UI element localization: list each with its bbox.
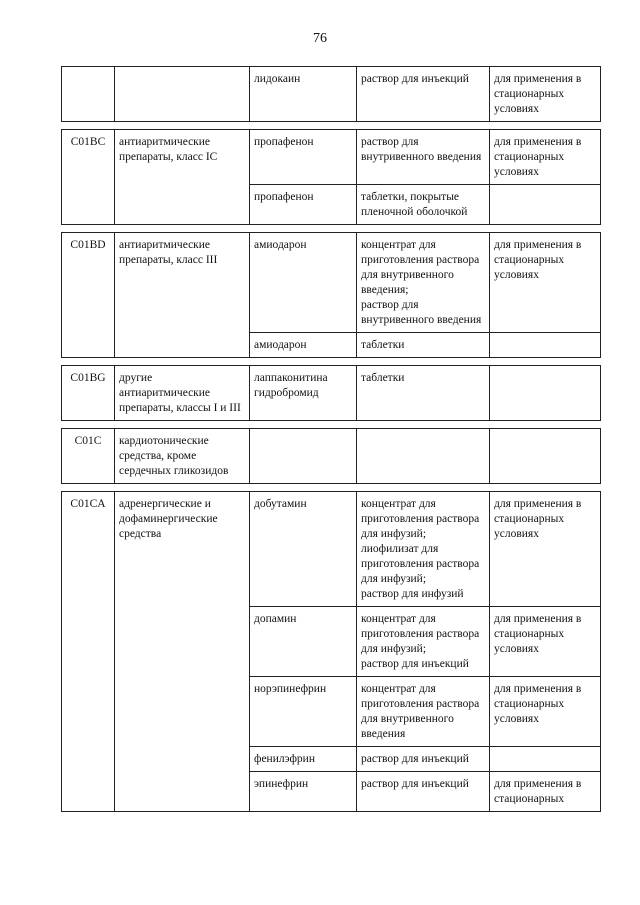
note-cell: для применения в стационарных xyxy=(490,772,601,812)
dosage-form-line: концентрат для приготовления раствора для инфузий; xyxy=(361,613,480,655)
dosage-form-cell xyxy=(357,185,490,225)
group-name-cell xyxy=(115,67,250,122)
dosage-form-cell xyxy=(357,333,490,358)
group-gap xyxy=(62,225,601,233)
group-name-cell: другие антиаритмические препараты, классы I и III xyxy=(115,366,250,421)
dosage-form-line: концентрат для приготовления раствора для внутривенного введения xyxy=(361,683,480,740)
dosage-form-line: раствор для инъекций xyxy=(361,658,469,670)
dosage-form-cell xyxy=(357,429,490,484)
dosage-form-line: концентрат для приготовления раствора для внутривенного введения; xyxy=(361,239,480,296)
group-name-cell: адренергические и дофаминергические средства xyxy=(115,492,250,812)
table-row xyxy=(62,130,601,185)
page-number: 76 xyxy=(313,31,327,46)
group-name-cell: кардиотонические средства, кроме сердечных гликозидов xyxy=(115,429,250,484)
note-cell: для применения в стационарных условиях xyxy=(490,233,601,333)
dosage-form-line: таблетки xyxy=(361,339,405,351)
drug-name-cell: амиодарон xyxy=(250,233,357,333)
drug-name-cell: пропафенон xyxy=(250,185,357,225)
note-cell xyxy=(490,429,601,484)
drug-name-cell: лидокаин xyxy=(250,67,357,122)
table-row xyxy=(62,429,601,484)
note-cell xyxy=(490,185,601,225)
group-name-cell: антиаритмические препараты, класс III xyxy=(115,233,250,358)
dosage-form-line: концентрат для приготовления раствора для инфузий; xyxy=(361,498,480,540)
dosage-form-cell xyxy=(357,747,490,772)
dosage-form-line: таблетки xyxy=(361,372,405,384)
drug-name-cell: лаппаконитина гидробромид xyxy=(250,366,357,421)
note-cell: для применения в стационарных условиях xyxy=(490,677,601,747)
note-cell xyxy=(490,333,601,358)
table-row xyxy=(62,233,601,333)
atc-code-cell: C01C xyxy=(62,429,115,484)
atc-code-cell: C01BC xyxy=(62,130,115,225)
group-name-cell: антиаритмические препараты, класс IC xyxy=(115,130,250,225)
atc-code-cell xyxy=(62,67,115,122)
dosage-form-line: таблетки, покрытые пленочной оболочкой xyxy=(361,191,468,218)
dosage-form-cell xyxy=(357,233,490,333)
dosage-form-line: раствор для инъекций xyxy=(361,753,469,765)
table-row xyxy=(62,366,601,421)
table-row xyxy=(62,492,601,607)
atc-code-cell: C01BD xyxy=(62,233,115,358)
note-cell: для применения в стационарных условиях xyxy=(490,67,601,122)
dosage-form-cell xyxy=(357,607,490,677)
note-cell xyxy=(490,366,601,421)
note-cell: для применения в стационарных условиях xyxy=(490,607,601,677)
dosage-form-line: раствор для внутривенного введения xyxy=(361,136,482,163)
atc-code-cell: C01BG xyxy=(62,366,115,421)
drug-name-cell: допамин xyxy=(250,607,357,677)
dosage-form-cell xyxy=(357,67,490,122)
drug-name-cell: амиодарон xyxy=(250,333,357,358)
dosage-form-line: раствор для инфузий xyxy=(361,588,464,600)
group-gap xyxy=(62,122,601,130)
dosage-form-cell xyxy=(357,492,490,607)
drug-name-cell xyxy=(250,429,357,484)
drug-name-cell: пропафенон xyxy=(250,130,357,185)
dosage-form-cell xyxy=(357,772,490,812)
drug-name-cell: добутамин xyxy=(250,492,357,607)
drug-name-cell: эпинефрин xyxy=(250,772,357,812)
dosage-form-line: раствор для внутривенного введения xyxy=(361,299,482,326)
note-cell xyxy=(490,747,601,772)
dosage-form-line: раствор для инъекций xyxy=(361,778,469,790)
atc-code-cell: C01CA xyxy=(62,492,115,812)
group-gap xyxy=(62,358,601,366)
dosage-form-line: лиофилизат для приготовления раствора для инфузий; xyxy=(361,543,480,585)
dosage-form-line: раствор для инъекций xyxy=(361,73,469,85)
note-cell: для применения в стационарных условиях xyxy=(490,130,601,185)
dosage-form-cell xyxy=(357,130,490,185)
note-cell: для применения в стационарных условиях xyxy=(490,492,601,607)
group-gap xyxy=(62,484,601,492)
drug-table xyxy=(61,66,601,812)
table-row xyxy=(62,67,601,122)
drug-table-body xyxy=(62,67,601,812)
drug-name-cell: норэпинефрин xyxy=(250,677,357,747)
group-gap xyxy=(62,421,601,429)
dosage-form-cell xyxy=(357,677,490,747)
drug-name-cell: фенилэфрин xyxy=(250,747,357,772)
dosage-form-cell xyxy=(357,366,490,421)
